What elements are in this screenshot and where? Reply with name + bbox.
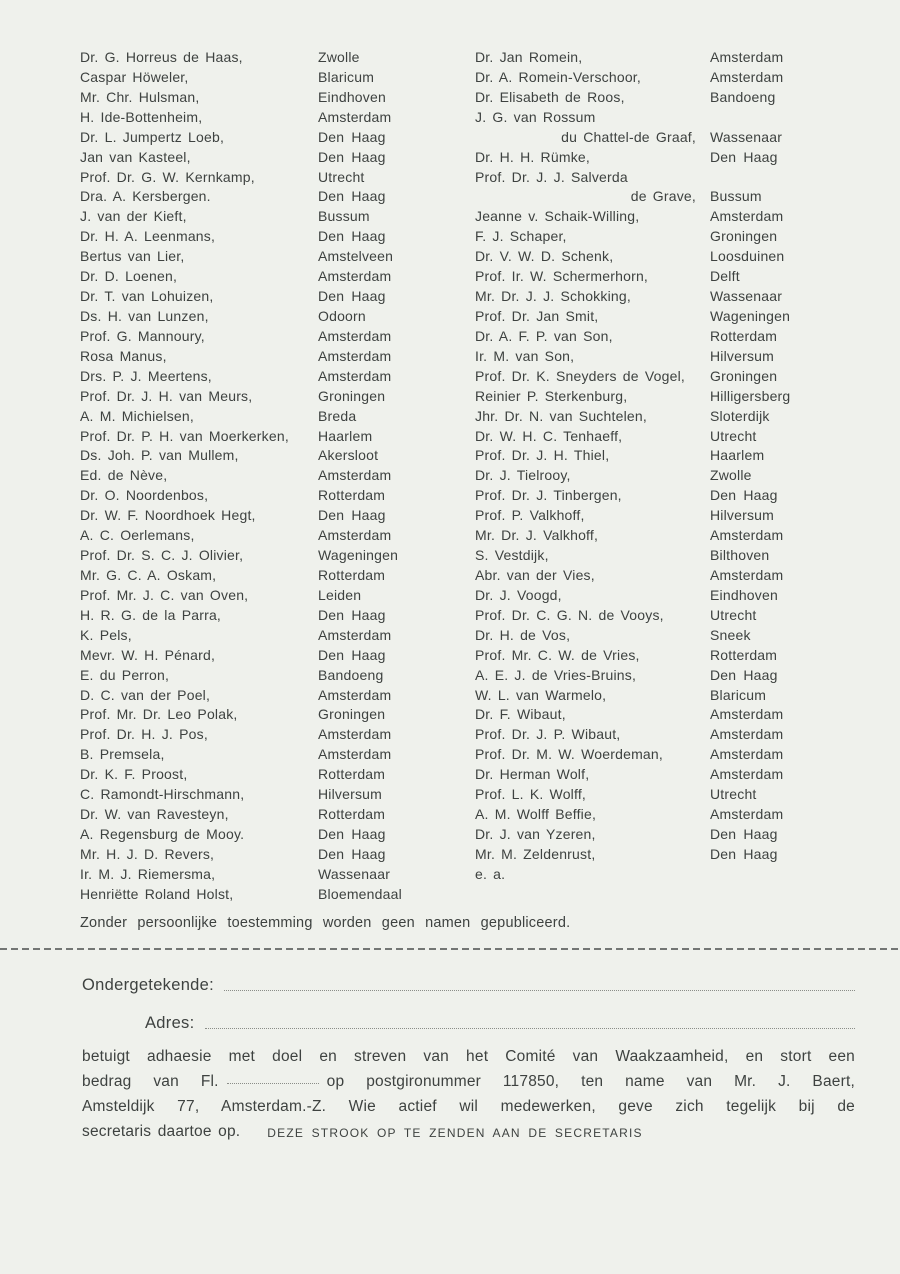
signatory-name: Dr. Jan Romein, — [475, 49, 583, 65]
signatory-city: Den Haag — [710, 148, 778, 165]
signatory-name: Dr. Elisabeth de Roos, — [475, 88, 625, 105]
signatory-name: Prof. Dr. H. J. Pos, — [80, 726, 208, 743]
signatory-row — [475, 69, 867, 89]
signatory-row — [475, 188, 867, 208]
signatory-city: Bussum — [318, 208, 370, 225]
signatory-name: Rosa Manus, — [80, 347, 167, 364]
signatory-city: Breda — [318, 407, 357, 424]
signatory-row — [475, 368, 867, 388]
signatory-row — [80, 547, 472, 567]
signatory-city: Wageningen — [318, 547, 399, 564]
signatory-name: Dra. A. Kersbergen. — [80, 188, 211, 205]
signatory-row — [475, 567, 867, 587]
signatory-row — [475, 129, 867, 149]
signatory-name: Prof. P. Valkhoff, — [475, 507, 585, 524]
signatory-city: Amsterdam — [710, 806, 784, 823]
signatory-name: du Chattel-de Graaf, — [561, 128, 696, 145]
signatory-name: J. G. van Rossum — [475, 108, 596, 125]
signatory-city: Sloterdijk — [710, 407, 770, 424]
signatory-name: Dr. D. Loenen, — [80, 268, 178, 285]
signatory-row — [475, 288, 867, 308]
signatory-row — [475, 507, 867, 527]
signatory-row — [80, 866, 472, 886]
signatory-row — [475, 248, 867, 268]
signatory-name: Dr. O. Noordenbos, — [80, 487, 209, 504]
signatory-row — [475, 806, 867, 826]
signatory-name: Prof. G. Mannoury, — [80, 327, 205, 344]
signatory-name: Mr. Dr. J. Valkhoff, — [475, 527, 599, 544]
signatory-name: Drs. P. J. Meertens, — [80, 367, 212, 384]
signatory-city: Utrecht — [710, 427, 757, 444]
signatory-name: Prof. L. K. Wolff, — [475, 786, 587, 803]
signatory-row — [80, 786, 472, 806]
signatory-city: Amsterdam — [318, 367, 392, 384]
signatory-city: Bussum — [710, 188, 762, 205]
signatory-city: Hilversum — [710, 507, 775, 524]
signatory-city: Blaricum — [710, 686, 767, 703]
signatory-row — [80, 687, 472, 707]
signatory-row — [80, 188, 472, 208]
signatory-city: Rotterdam — [318, 806, 386, 823]
signatory-city: Amsterdam — [318, 726, 392, 743]
signatory-name: Prof. Mr. C. W. de Vries, — [475, 646, 640, 663]
signatory-city: Amsterdam — [710, 68, 784, 85]
signatory-row — [80, 248, 472, 268]
signatory-city: Utrecht — [710, 786, 757, 803]
signatory-name: C. Ramondt-Hirschmann, — [80, 786, 245, 803]
signatory-row — [475, 109, 867, 129]
signatory-name: Bertus van Lier, — [80, 248, 185, 265]
signatory-name: Dr. Herman Wolf, — [475, 766, 590, 783]
signatory-city: Bilthoven — [710, 547, 770, 564]
signatory-row — [80, 288, 472, 308]
signatory-name: H. R. G. de la Parra, — [80, 606, 222, 623]
signatory-row — [80, 766, 472, 786]
signatory-city: Amsterdam — [318, 746, 392, 763]
signatory-name: Dr. L. Jumpertz Loeb, — [80, 128, 225, 145]
signatory-city: Den Haag — [710, 487, 778, 504]
signatory-name: Prof. Dr. J. Tinbergen, — [475, 487, 622, 504]
signatory-name: Mr. M. Zeldenrust, — [475, 845, 596, 862]
signatory-row — [80, 129, 472, 149]
signatory-name: Dr. A. F. P. van Son, — [475, 327, 613, 344]
signatory-name: A. C. Oerlemans, — [80, 527, 195, 544]
signatory-name: Dr. G. Horreus de Haas, — [80, 49, 243, 65]
signatory-row — [80, 607, 472, 627]
signatory-name: Dr. F. Wibaut, — [475, 706, 566, 723]
signatory-row — [475, 467, 867, 487]
signatory-row — [475, 487, 867, 507]
signatory-row — [80, 567, 472, 587]
signatory-city: Utrecht — [318, 168, 365, 185]
signatory-name: Jeanne v. Schaik-Willing, — [475, 208, 640, 225]
signatory-row — [475, 687, 867, 707]
signatory-city: Amsterdam — [318, 347, 392, 364]
signatory-city: Amsterdam — [318, 626, 392, 643]
signatory-city: Wassenaar — [710, 128, 783, 145]
undersigned-blank-line — [224, 990, 855, 991]
signatory-row — [80, 886, 472, 906]
signatory-name: Prof. Dr. J. H. van Meurs, — [80, 387, 253, 404]
signatory-row — [475, 587, 867, 607]
signatory-city: Den Haag — [710, 825, 778, 842]
signatory-city: Den Haag — [318, 845, 386, 862]
signatory-name: Dr. J. Tielrooy, — [475, 467, 571, 484]
signatory-city: Amsterdam — [710, 566, 784, 583]
signatory-row — [475, 447, 867, 467]
signatory-name: Ds. H. van Lunzen, — [80, 307, 209, 324]
signatory-city: Delft — [710, 268, 740, 285]
signatory-row — [80, 826, 472, 846]
signatory-row — [475, 766, 867, 786]
address-form-row — [82, 1014, 855, 1033]
signatory-row — [80, 69, 472, 89]
signatory-city: Blaricum — [318, 68, 375, 85]
signatory-name: Prof. Ir. W. Schermerhorn, — [475, 268, 649, 285]
signatory-city: Den Haag — [710, 666, 778, 683]
signatory-row — [80, 447, 472, 467]
signatory-row — [80, 328, 472, 348]
signatory-row — [475, 228, 867, 248]
signatory-row — [475, 388, 867, 408]
signatory-city: Den Haag — [318, 128, 386, 145]
signatory-row — [475, 866, 867, 886]
signatory-city: Amsterdam — [710, 746, 784, 763]
signatory-name: J. van der Kieft, — [80, 208, 187, 225]
signatory-city: Leiden — [318, 586, 362, 603]
signatory-name: Dr. W. F. Noordhoek Hegt, — [80, 507, 256, 524]
signatory-city: Rotterdam — [318, 566, 386, 583]
signatory-name: A. M. Wolff Beffie, — [475, 806, 597, 823]
signatory-row — [80, 208, 472, 228]
signatory-city: Utrecht — [710, 606, 757, 623]
signatory-row — [80, 587, 472, 607]
signatory-name: de Grave, — [630, 188, 696, 205]
signatory-row — [80, 746, 472, 766]
signatory-name: Dr. W. H. C. Tenhaeff, — [475, 427, 623, 444]
pledge-line-2 — [82, 1069, 855, 1094]
signatory-name: Henriëtte Roland Holst, — [80, 885, 234, 902]
signatory-city: Rotterdam — [318, 487, 386, 504]
signatories-column-left — [80, 49, 472, 906]
address-blank-line — [205, 1028, 856, 1029]
signatory-name: Mr. Chr. Hulsman, — [80, 88, 200, 105]
signatory-city: Den Haag — [318, 646, 386, 663]
undersigned-label: Ondergetekende: — [82, 976, 215, 994]
signatory-name: Abr. van der Vies, — [475, 566, 595, 583]
signatory-city: Amsterdam — [710, 527, 784, 544]
signatory-name: Dr. H. H. Rümke, — [475, 148, 590, 165]
signatory-row — [475, 428, 867, 448]
signatory-city: Den Haag — [710, 845, 778, 862]
signatory-city: Hilversum — [710, 347, 775, 364]
signatory-name: F. J. Schaper, — [475, 228, 567, 245]
signatory-row — [80, 268, 472, 288]
signatory-city: Amsterdam — [318, 108, 392, 125]
signatory-city: Wassenaar — [710, 288, 783, 305]
signatory-row — [475, 527, 867, 547]
signatory-name: Dr. K. F. Proost, — [80, 766, 188, 783]
signatory-city: Bloemendaal — [318, 885, 402, 902]
signatory-row — [475, 786, 867, 806]
signatory-city: Amsterdam — [710, 49, 784, 65]
signatory-row — [475, 846, 867, 866]
signatory-name: K. Pels, — [80, 626, 132, 643]
signatory-row — [80, 527, 472, 547]
signatory-city: Amsterdam — [318, 467, 392, 484]
signatory-name: H. Ide-Bottenheim, — [80, 108, 203, 125]
signatory-city: Groningen — [710, 228, 778, 245]
signatory-name: Dr. V. W. D. Schenk, — [475, 248, 614, 265]
signatory-row — [80, 627, 472, 647]
signatory-name: Ds. Joh. P. van Mullem, — [80, 447, 239, 464]
signatory-row — [475, 348, 867, 368]
signatory-name: S. Vestdijk, — [475, 547, 549, 564]
signatory-row — [475, 726, 867, 746]
signatory-city: Zwolle — [318, 49, 360, 65]
signatory-name: Prof. Dr. J. J. Salverda — [475, 168, 628, 185]
signatory-name: A. Regensburg de Mooy. — [80, 825, 245, 842]
signatory-row — [80, 806, 472, 826]
signatory-name: Dr. H. A. Leenmans, — [80, 228, 216, 245]
pledge-line-4: secretaris daartoe op. — [82, 1123, 241, 1140]
signatory-city: Den Haag — [318, 188, 386, 205]
signatory-name: Mr. Dr. J. J. Schokking, — [475, 288, 631, 305]
signatory-city: Groningen — [318, 387, 386, 404]
signatory-row — [80, 846, 472, 866]
signatory-row — [80, 109, 472, 129]
send-instruction: DEZE STROOK OP TE ZENDEN AAN DE SECRETARIS — [267, 1126, 643, 1140]
signatory-city: Zwolle — [710, 467, 752, 484]
signatory-row — [80, 308, 472, 328]
signatory-name: Caspar Höweler, — [80, 68, 189, 85]
signatory-row — [80, 149, 472, 169]
signatory-city: Amsterdam — [318, 327, 392, 344]
signatory-row — [80, 348, 472, 368]
signatory-row — [475, 89, 867, 109]
signatory-city: Amstelveen — [318, 248, 394, 265]
signatory-row — [80, 667, 472, 687]
signatory-city: Amsterdam — [710, 706, 784, 723]
signatory-row — [475, 667, 867, 687]
signatory-city: Loosduinen — [710, 248, 785, 265]
signatory-name: Prof. Dr. P. H. van Moerkerken, — [80, 427, 289, 444]
signatory-row — [475, 328, 867, 348]
signatory-city: Rotterdam — [318, 766, 386, 783]
signatory-name: A. M. Michielsen, — [80, 407, 194, 424]
signatory-city: Sneek — [710, 626, 751, 643]
signatory-row — [475, 49, 867, 69]
signatory-name: Reinier P. Sterkenburg, — [475, 387, 628, 404]
signatory-row — [475, 627, 867, 647]
signatory-name: Prof. Dr. Jan Smit, — [475, 307, 599, 324]
signatory-row — [475, 208, 867, 228]
signatory-name: Ed. de Nève, — [80, 467, 168, 484]
signatory-name: W. L. van Warmelo, — [475, 686, 607, 703]
signatory-row — [475, 746, 867, 766]
signatory-name: Dr. W. van Ravesteyn, — [80, 806, 229, 823]
signatory-row — [475, 547, 867, 567]
signatory-row — [80, 706, 472, 726]
signatory-name: B. Premsela, — [80, 746, 165, 763]
signatory-row — [80, 647, 472, 667]
signatory-city: Akersloot — [318, 447, 379, 464]
signatory-city: Den Haag — [318, 148, 386, 165]
signatory-row — [80, 408, 472, 428]
signatory-city: Amsterdam — [318, 686, 392, 703]
signatory-row — [80, 49, 472, 69]
signatory-city: Haarlem — [318, 427, 373, 444]
signatory-name: Mr. G. C. A. Oskam, — [80, 566, 217, 583]
signatory-city: Amsterdam — [318, 268, 392, 285]
signatory-row — [475, 169, 867, 189]
signatory-name: Mr. H. J. D. Revers, — [80, 845, 215, 862]
signatory-city: Bandoeng — [710, 88, 776, 105]
amount-blank-line — [227, 1072, 319, 1084]
signatory-row — [475, 308, 867, 328]
signatory-row — [80, 169, 472, 189]
pledge-line-3: Amsteldijk 77, Amsterdam.-Z. Wie actief wil medewerken, geve zich tegelijk bij de — [82, 1098, 855, 1115]
signatory-row — [80, 487, 472, 507]
signatory-row — [475, 149, 867, 169]
signatory-name: Dr. J. van Yzeren, — [475, 825, 596, 842]
signatory-city: Den Haag — [318, 507, 386, 524]
signatory-name: Dr. J. Voogd, — [475, 586, 562, 603]
signatory-city: Eindhoven — [710, 586, 778, 603]
signatory-city: Haarlem — [710, 447, 765, 464]
signatory-row — [475, 647, 867, 667]
signatory-row — [475, 706, 867, 726]
signatory-city: Hilligersberg — [710, 387, 791, 404]
signatory-row — [80, 368, 472, 388]
signatory-name: Dr. T. van Lohuizen, — [80, 288, 214, 305]
signatory-name: Prof. Dr. J. H. Thiel, — [475, 447, 610, 464]
signatory-city: Wassenaar — [318, 865, 391, 882]
signatory-city: Den Haag — [318, 228, 386, 245]
signatory-name: Prof. Dr. J. P. Wibaut, — [475, 726, 621, 743]
signatory-name: Prof. Mr. Dr. Leo Polak, — [80, 706, 238, 723]
signatory-name: Prof. Dr. C. G. N. de Vooys, — [475, 606, 664, 623]
signatory-city: Hilversum — [318, 786, 383, 803]
signatory-name: e. a. — [475, 865, 506, 882]
signatory-city: Amsterdam — [710, 766, 784, 783]
signatory-city: Den Haag — [318, 288, 386, 305]
signatory-name: Dr. A. Romein-Verschoor, — [475, 68, 641, 85]
signatory-city: Wageningen — [710, 307, 791, 324]
signatory-name: E. du Perron, — [80, 666, 170, 683]
signatory-city: Eindhoven — [318, 88, 386, 105]
signatory-name: D. C. van der Poel, — [80, 686, 211, 703]
signatory-row — [80, 228, 472, 248]
cut-line-divider — [0, 948, 900, 950]
signatory-city: Bandoeng — [318, 666, 384, 683]
privacy-note: Zonder persoonlijke toestemming worden geen namen gepubliceerd. — [80, 915, 571, 931]
signatories-column-right — [475, 49, 867, 886]
signatory-city: Groningen — [318, 706, 386, 723]
signatory-row — [80, 507, 472, 527]
address-label: Adres: — [145, 1014, 195, 1032]
signatory-name: Dr. H. de Vos, — [475, 626, 571, 643]
signatory-city: Amsterdam — [318, 527, 392, 544]
signatory-row — [475, 607, 867, 627]
signatory-name: Jan van Kasteel, — [80, 148, 191, 165]
signatory-city: Rotterdam — [710, 327, 778, 344]
pledge-line-1: betuigt adhaesie met doel en streven van het Comité van Waakzaamheid, en stort een — [82, 1048, 855, 1065]
pledge-line-2-before: bedrag van Fl. — [82, 1073, 219, 1090]
signatory-name: Mevr. W. H. Pénard, — [80, 646, 216, 663]
signatory-row — [475, 826, 867, 846]
signatory-city: Amsterdam — [710, 208, 784, 225]
undersigned-form-row — [82, 976, 855, 995]
signatory-name: Ir. M. van Son, — [475, 347, 575, 364]
signatory-name: Prof. Dr. K. Sneyders de Vogel, — [475, 367, 685, 384]
signatory-row — [80, 726, 472, 746]
signatory-city: Odoorn — [318, 307, 366, 324]
signatory-name: Jhr. Dr. N. van Suchtelen, — [475, 407, 647, 424]
signatory-city: Den Haag — [318, 606, 386, 623]
signatory-city: Rotterdam — [710, 646, 778, 663]
signatory-row — [80, 89, 472, 109]
signatory-city: Groningen — [710, 367, 778, 384]
signatory-name: Prof. Dr. G. W. Kernkamp, — [80, 168, 255, 185]
signatory-name: Prof. Dr. S. C. J. Olivier, — [80, 547, 244, 564]
signatory-city: Den Haag — [318, 825, 386, 842]
signatory-row — [475, 268, 867, 288]
signatory-row — [80, 388, 472, 408]
signatory-row — [80, 467, 472, 487]
pledge-line-2-after: op postgironummer 117850, ten name van Mr. J. Baert, — [326, 1073, 855, 1090]
signatory-name: Prof. Mr. J. C. van Oven, — [80, 586, 249, 603]
signatory-row — [80, 428, 472, 448]
signatory-name: Prof. Dr. M. W. Woerdeman, — [475, 746, 663, 763]
signatory-name: A. E. J. de Vries-Bruins, — [475, 666, 637, 683]
signatory-city: Amsterdam — [710, 726, 784, 743]
signatory-row — [475, 408, 867, 428]
signatory-name: Ir. M. J. Riemersma, — [80, 865, 216, 882]
